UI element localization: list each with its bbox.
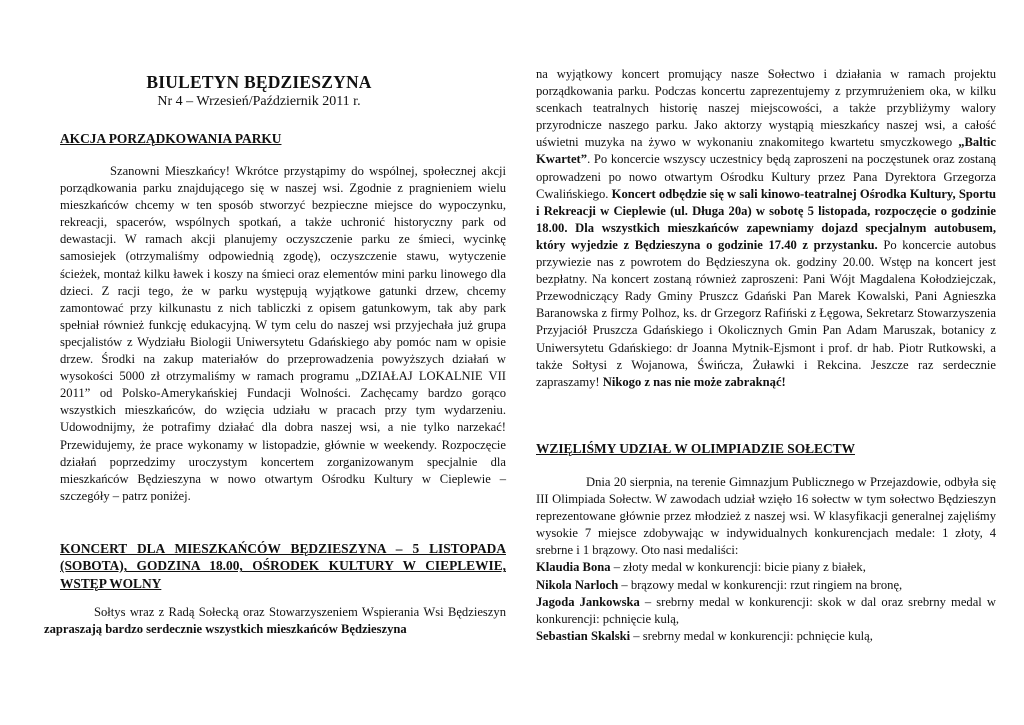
concert-text-2: . Po koncercie wszyscy uczestnicy będą zaproszeni na poczęstunek oraz zostaną oprowadzeni po nowo otwartym Ośrodku Kultury przez Pana Dyrektora Grzegorza Cwalińskiego. [536,152,996,201]
concert-closing: Nikogo z nas nie może zabraknąć! [602,374,786,389]
concert-text-4: z Łęgowa, Sekretarz Stowarzyszenia Przyjaciół Pruszcza Gdańskiego i Okolicznych Gmin Pan Adam Maruszak, botanicy z Uniwersytetu Gdańskiego: dr Joanna Mytnik-Ejsmont i prof. dr hab. Piotr Rutkowski, a także Sołtysi z Wojanowa, Świńcza, Żuławki i Rekcina. Jeszcze raz serdecznie zapraszamy! [536,306,996,389]
medalist-desc: – srebrny medal w konkurencji: pchnięcie kulą, [630,628,873,643]
concert-intro-text: Sołtys wraz z Radą Sołecką oraz Stowarzyszeniem Wspierania Wsi Będzieszyn [94,605,506,619]
quartet-name: „Baltic Kwartet” [536,135,996,167]
issue-line: Nr 4 – Wrzesień/Październik 2011 r. [157,94,361,109]
medalist-name: Sebastian Skalski [536,628,631,643]
medalist-desc: – brązowy medal w konkurencji: rzut ringiem na bronę, [618,577,903,592]
section-heading-olympiad: WZIĘLIŚMY UDZIAŁ W OLIMPIADZIE SOŁECTW [536,441,855,456]
medalist-item [536,577,996,594]
section-heading-concert: KONCERT DLA MIESZKAŃCÓW BĘDZIESZYNA – 5 LISTOPADA (SOBOTA), GODZINA 18.00, OŚRODEK KULTURY W CIEPLEWIE, WSTĘP WOLNY [60,541,506,591]
medalist-item [536,594,996,628]
priest-name: Grzegorz Rafiński [714,306,808,321]
medalist-list [536,559,996,644]
medalist-name: Jagoda Jankowska [536,594,640,609]
concert-intro [44,604,506,638]
concert-venue-info: Koncert odbędzie się w sali kinowo-teatralnej Ośrodka Kultury, Sportu i Rekreacji w Cieplewie (ul. Długa 20a) w sobotę 5 listopada, rozpoczęcie o godzinie 18.00. Dla wszystkich mieszkańców zapewniamy dojazd specjalnym autobusem, który wyjedzie z Będzieszyna o godzinie 17.40 z przystanku. [536,186,997,252]
park-cleanup-text: Szanowni Mieszkańcy! Wkrótce przystąpimy do wspólnej, społecznej akcji porządkowania parku znajdującego się w naszej wsi. Zgodnie z pragnieniem wielu mieszkańców chcemy w ten sposób stworzyć bezpieczne miejsce do wypoczynku, rekreacji, spacerów, wspólnych spotkań, a także uchronić historyczny park od dewastacji. W ramach akcji planujemy oczyszczenie parku ze śmieci, wycinkę samosiejek (otrzymaliśmy odpowiednią zgodę), oczyszczenie stawu, wytyczenie ścieżek, montaż kilku ławek i koszy na śmieci oraz elementów mini parku linowego dla dzieci. Z racji tego, że w parku występują wyjątkowe gatunki drzew, chcemy zamontować przy kilkunastu z nich tabliczki z opisem gatunkowym, tak aby park spełniał również funkcję edukacyjną. W tym celu do naszej wsi przyjechała już grupa specjalistów z Wydziału Biologii Uniwersytetu Gdańskiego aby pomóc nam w opisie drzew. Środki na zakup materiałów do przeprowadzenia powyższych działań w wysokości 5000 zł otrzymaliśmy w ramach programu „DZIAŁAJ LOKALNIE VII 2011” od Polsko-Amerykańskiej Fundacji Wolności. Zachęcamy bardzo gorąco wszystkich mieszkańców, do wzięcia udziału w pracach przy tym wydarzeniu. Udowodnijmy, że potrafimy działać dla dobra naszej wsi, a nie tylko narzekać! Przewidujemy, że prace wykonamy w listopadzie, głównie w weekendy. Rozpoczęcie działań poprzedzimy uroczystym koncertem zorganizowanym specjalnie dla mieszkańców Będzieszyna w nowo otwartym Ośrodku Kultury w Cieplewie – szczegóły – patrz poniżej. [60,164,506,503]
section-heading-park-cleanup: AKCJA PORZĄDKOWANIA PARKU [60,131,282,146]
medalist-desc: – srebrny medal w konkurencji: skok w dal oraz srebrny medal w konkurencji: pchnięcie kulą, [536,594,996,626]
concert-invitation-bold: zapraszają bardzo serdecznie wszystkich mieszkańców Będzieszyna [44,622,407,637]
olympiad-intro: Dnia 20 sierpnia, na terenie Gimnazjum Publicznego w Przejazdowie, odbyła się III Olimpiada Sołectw. W zawodach udział wzięło 16 sołectw w tym sołectwo Będzieszyn reprezentowane głównie przez młodzież z naszej wsi. W klasyfikacji generalnej zajęliśmy wysokie 7 miejsce zdobywając w indywidualnych konkurencjach medale: 1 złoty, 4 srebrne i 1 brązowy. Oto nasi medaliści: [536,475,996,558]
bulletin-title: BIULETYN BĘDZIESZYNA [146,72,372,92]
medalist-item [536,628,996,645]
olympiad-section [536,474,996,645]
medalist-name: Klaudia Bona [536,560,611,575]
medalist-desc: – złoty medal w konkurencji: bicie piany z białek, [610,560,866,575]
medalist-item [536,559,996,576]
concert-text-3: Po koncercie autobus przywiezie nas z powrotem do Będzieszyna ok. godziny 20.00. Wstęp na koncert jest bezpłatny. Na koncert zostaną również zaproszeni: Pani Wójt Magdalena Kołodziejczak, Przewodniczący Rady Gminy Pruszcz Gdański Pan Marek Kowalski, Pani Agnieszka Baranowska z firmy Polhoz, ks. dr [536,237,997,321]
medalist-name: Nikola Narloch [536,577,619,592]
concert-text-1: na wyjątkowy koncert promujący nasze Sołectwo i działania w ramach projektu porządkowania parku. Podczas koncertu zaprezentujemy z przymrużeniem oka, w kilku scenkach teatralnych historię naszej miejscowości, a także przybliżymy walory przyrodnicze naszego parku. Jako aktorzy wystąpią mieszkańcy naszej wsi, a całość uświetni muzyka na żywo w wykonaniu znakomitego kwartetu smyczkowego [536,67,996,150]
concert-details [536,66,996,391]
